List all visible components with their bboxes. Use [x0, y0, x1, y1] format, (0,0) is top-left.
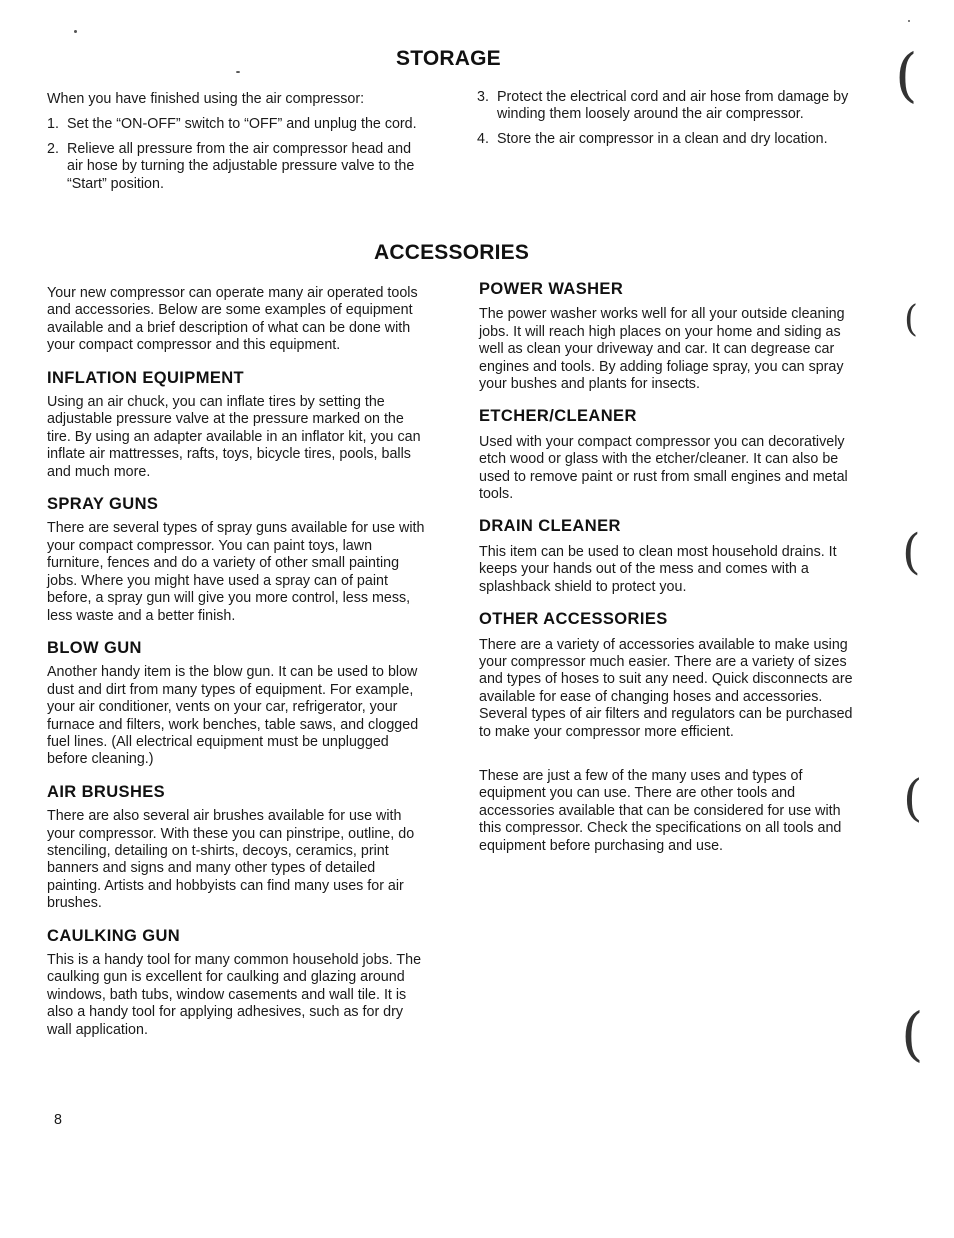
section-heading-air-brushes: AIR BRUSHES [47, 782, 166, 801]
storage-step-2 [47, 141, 421, 193]
section-heading-blow-gun: BLOW GUN [47, 638, 142, 657]
accessories-closing: These are just a few of the many uses and types of equipment you can use. There are other tools and accessories available that can be considered for use with this compressor. Check the specifications on all tools and equipment before purchasing and use. [479, 767, 842, 854]
accessories-right-column [479, 281, 859, 855]
section-body-other-accessories: There are a variety of accessories available to make using your compressor much easier. There are a variety of sizes and types of hoses to suit any need. Quick disconnects are available for ease of changing hoses and accessories. Several types of air filters and regulators can be purchased to make your compressor more efficient. [479, 636, 853, 740]
section-heading-drain-cleaner: DRAIN CLEANER [479, 517, 621, 536]
accessories-left-column [47, 285, 425, 1039]
section-body-air-brushes: There are also several air brushes available for use with your compressor. With these you can pinstripe, outline, do stenciling, detailing on t-shirts, decoys, ceramics, print banners and signs and many other types of detailed painting. Artists and hobbyists can find many uses for air brushes. [47, 808, 415, 912]
storage-intro: When you have finished using the air compressor: [47, 91, 365, 107]
section-heading-caulking-gun: CAULKING GUN [47, 926, 181, 945]
section-heading-inflation-equipment: INFLATION EQUIPMENT [47, 368, 245, 387]
storage-title: STORAGE [396, 47, 501, 70]
section-body-spray-guns: There are several types of spray guns available for use with your compact compressor. You can paint toys, lawn furniture, fences and do a variety of other small painting jobs. Where you might have used a spray can of paint before, a spray gun will give you more control, less mess, less waste and a better finish. [47, 520, 425, 624]
step-number: 4. [477, 130, 489, 147]
storage-left-column [47, 91, 421, 193]
step-number: 2. [47, 140, 59, 157]
storage-step-3 [477, 89, 861, 124]
section-body-caulking-gun: This is a handy tool for many common household jobs. The caulking gun is excellent for caulking and glazing around windows, bath tubs, window casements and wall tile. It is also a handy tool for applying adhesives, such as for dry wall application. [47, 952, 422, 1038]
storage-step-4 [477, 131, 861, 148]
section-heading-etcher-cleaner: ETCHER/CLEANER [479, 407, 637, 426]
accessories-title: ACCESSORIES [374, 241, 530, 264]
section-heading-other-accessories: OTHER ACCESSORIES [479, 610, 668, 629]
section-body-blow-gun: Another handy item is the blow gun. It can be used to blow dust and dirt from many types of equipment. For example, your air conditioner, vents on your car, refrigerator, your furnace and filters, work benches, table saws, and clogged fuel lines. (All electrical equipment must be unplugged before cleaning.) [47, 664, 419, 768]
binding-mark-1: ( [895, 41, 918, 109]
section-body-etcher-cleaner: Used with your compact compressor you can decoratively etch wood or glass with the etcher/cleaner. It can also be used to remove paint or rust from small engines and metal tools. [479, 433, 848, 503]
step-text: Set the “ON-OFF” switch to “OFF” and unplug the cord. [67, 116, 417, 133]
page-number: 8 [54, 1112, 62, 1128]
section-body-drain-cleaner: This item can be used to clean most household drains. It keeps your hands out of the mess and comes with a splashback shield to protect you. [479, 543, 837, 595]
binding-mark-4: ( [903, 769, 923, 827]
section-body-power-washer: The power washer works well for all your outside cleaning jobs. It will reach high places on your home and siding as well as clean your driveway and car. It can degrease car engines and tools. By adding foliage spray, you can spray your bushes and plants for insects. [479, 306, 845, 393]
section-heading-power-washer: POWER WASHER [479, 280, 624, 298]
binding-mark-3: ( [902, 524, 921, 580]
scan-speck [236, 71, 240, 73]
step-number: 1. [47, 116, 59, 133]
section-heading-spray-guns: SPRAY GUNS [47, 495, 159, 514]
scan-speck [74, 30, 77, 33]
section-body-inflation-equipment: Using an air chuck, you can inflate tires by setting the adjustable pressure valve at the pressure marked on the tire. By using an adapter available in an inflator kit, you can inflate air mattresses, rafts, toys, bicycle tires, pools, balls and much more. [47, 394, 421, 480]
scan-speck [908, 20, 910, 22]
binding-mark-2: ( [904, 299, 919, 340]
binding-mark-5: ( [901, 1000, 924, 1068]
step-text: Protect the electrical cord and air hose from damage by winding them loosely around the air compressor. [497, 89, 849, 123]
storage-step-1 [47, 116, 421, 133]
storage-right-column [477, 89, 861, 148]
step-text: Relieve all pressure from the air compressor head and air hose by turning the adjustable pressure valve to the “Start” position. [67, 140, 415, 192]
accessories-intro: Your new compressor can operate many air operated tools and accessories. Below are some examples of equipment available and a brief description of what can be done with your compact compressor and this equipment. [47, 285, 418, 354]
step-text: Store the air compressor in a clean and dry location. [497, 130, 828, 147]
step-number: 3. [477, 89, 489, 105]
